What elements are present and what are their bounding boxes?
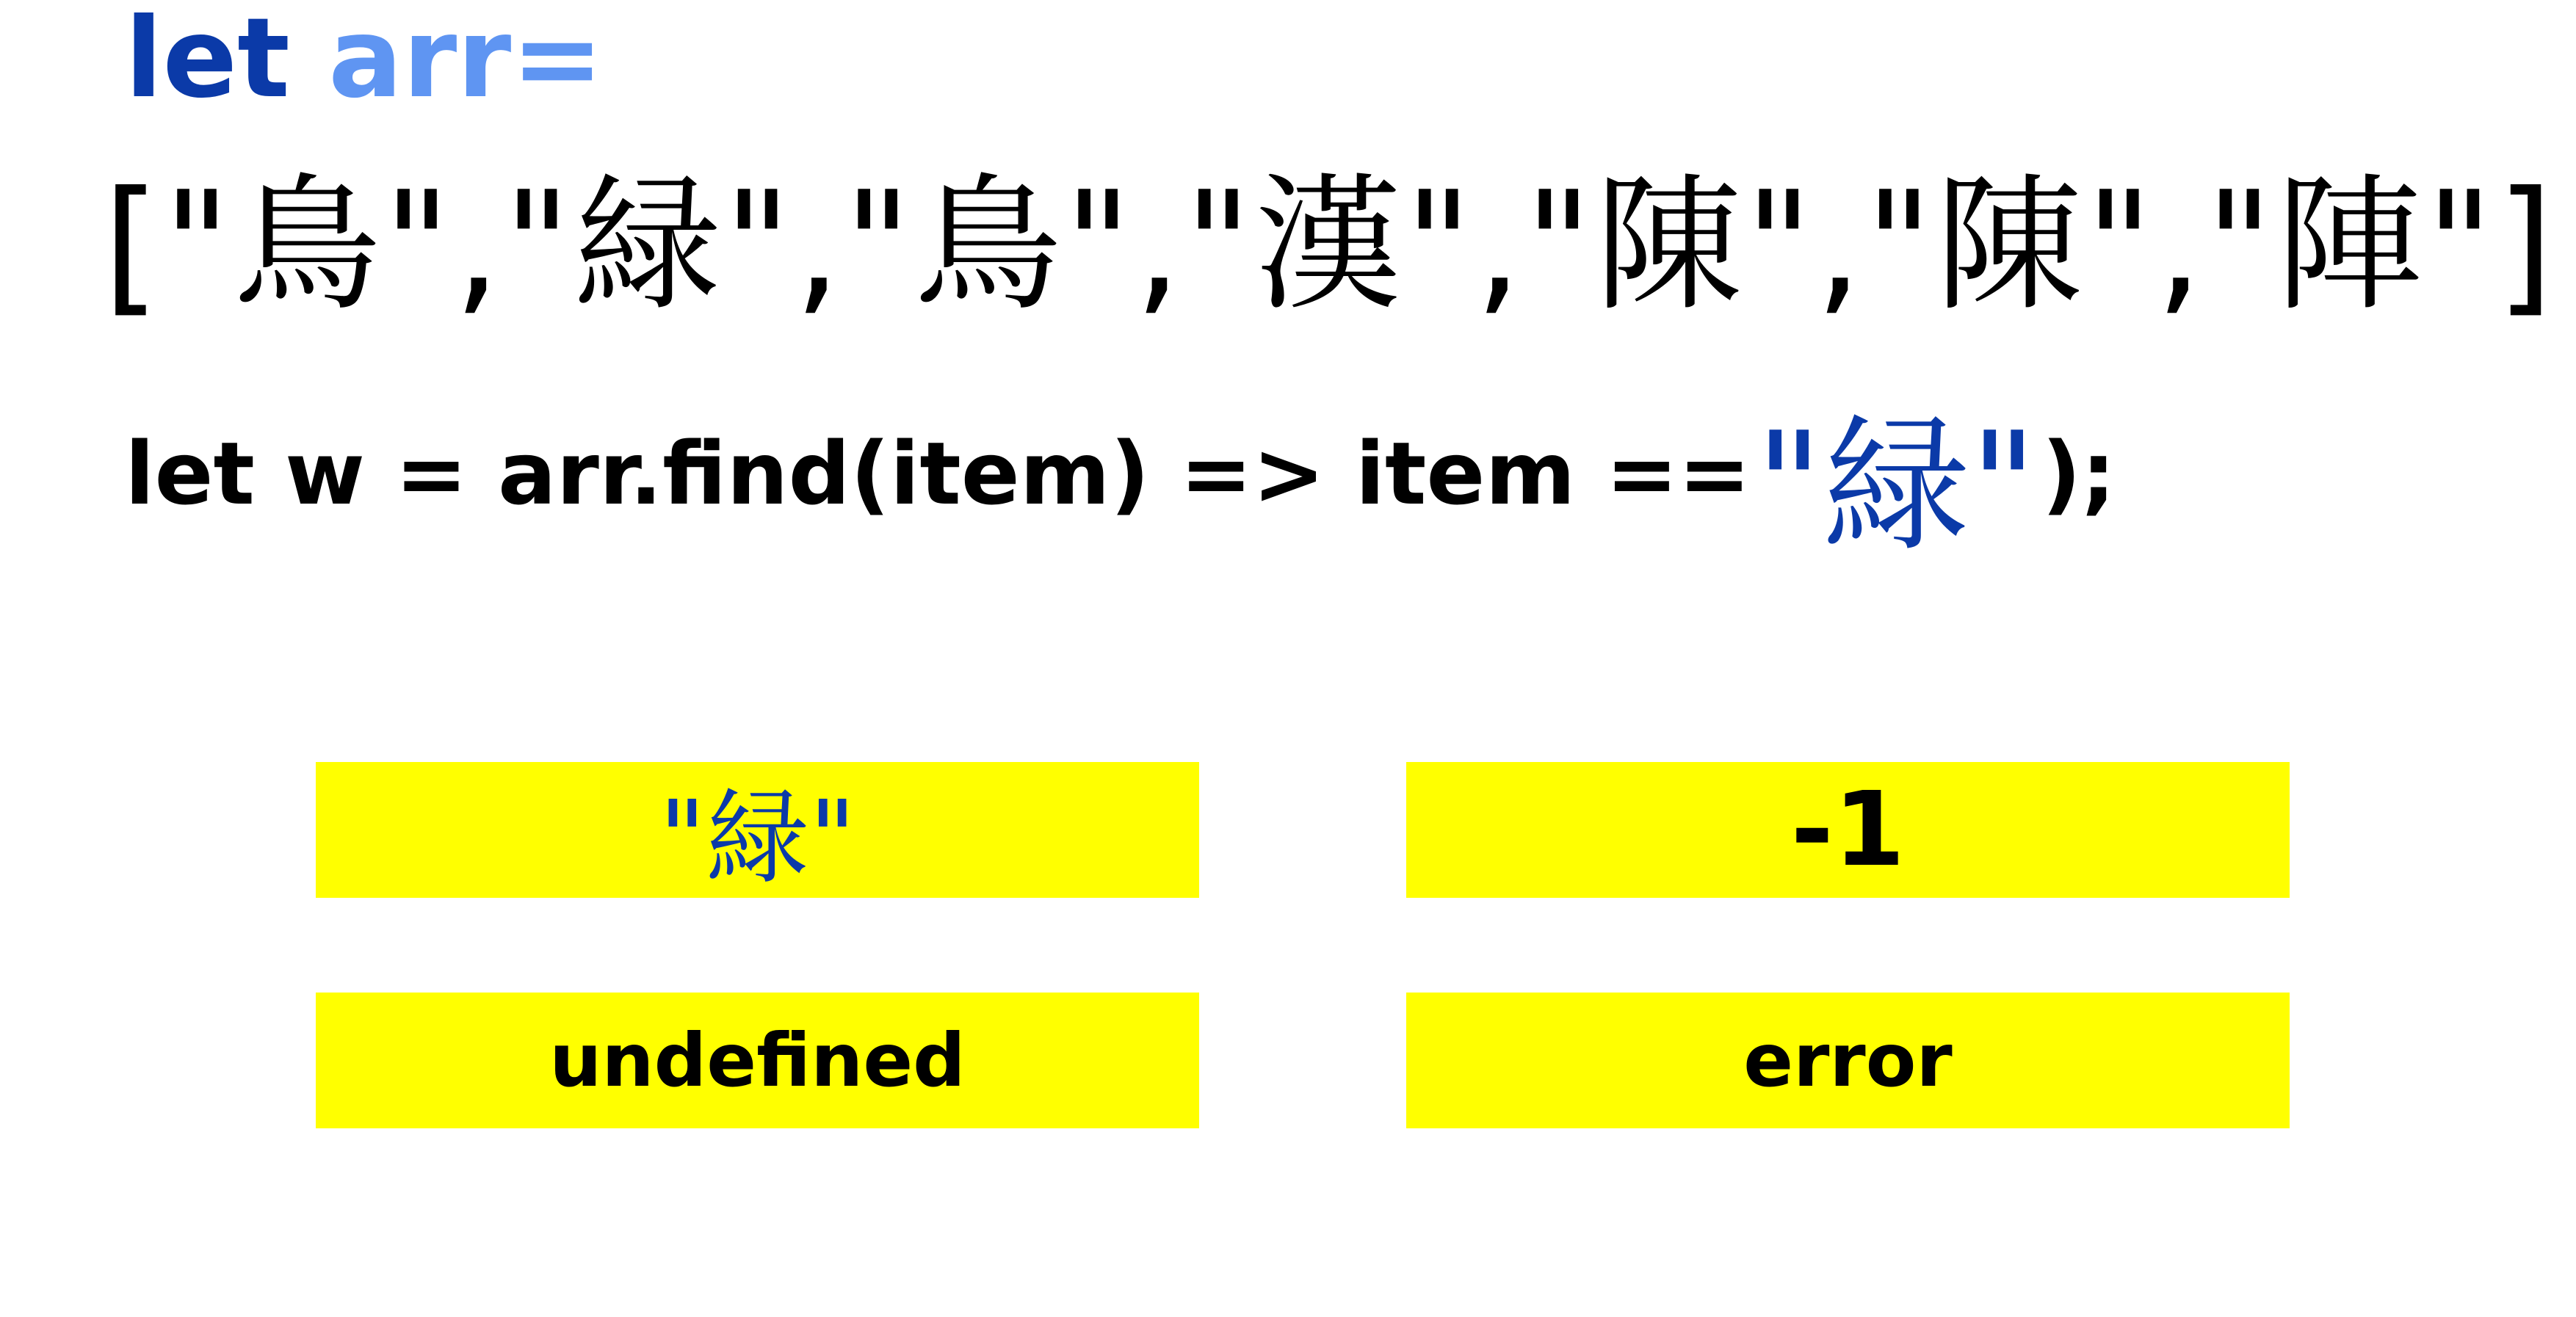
array-item: "鳥", bbox=[844, 160, 1184, 331]
array-close-bracket: ] bbox=[2496, 160, 2557, 331]
find-code-suffix: ); bbox=[2041, 423, 2116, 524]
let-keyword: let bbox=[125, 0, 290, 123]
answer-option-error[interactable] bbox=[1406, 993, 2290, 1128]
array-item: "漢", bbox=[1184, 160, 1525, 331]
answer-option-undefined[interactable] bbox=[316, 993, 1199, 1128]
array-item: "鳥", bbox=[163, 160, 504, 331]
array-item: "陣" bbox=[2205, 160, 2497, 331]
array-open-bracket: [ bbox=[103, 160, 164, 331]
find-target-value: "緑" bbox=[1755, 400, 2038, 572]
array-literal bbox=[103, 160, 2557, 331]
answer-label: error bbox=[1743, 1017, 1953, 1103]
answer-option-green[interactable] bbox=[316, 762, 1199, 898]
answer-label: -1 bbox=[1790, 770, 1906, 890]
array-item: "緑", bbox=[503, 160, 844, 331]
find-statement bbox=[125, 389, 2116, 572]
array-item: "陳", bbox=[1524, 160, 1865, 331]
array-variable-name: arr= bbox=[328, 0, 604, 123]
array-item: "陳", bbox=[1864, 160, 2206, 331]
answer-label: "緑" bbox=[659, 779, 856, 899]
array-declaration bbox=[125, 0, 604, 125]
find-code-prefix: let w = arr.find(item) => item == bbox=[125, 423, 1751, 524]
answer-option-minus-one[interactable] bbox=[1406, 762, 2290, 898]
answer-label: undefined bbox=[549, 1017, 966, 1103]
